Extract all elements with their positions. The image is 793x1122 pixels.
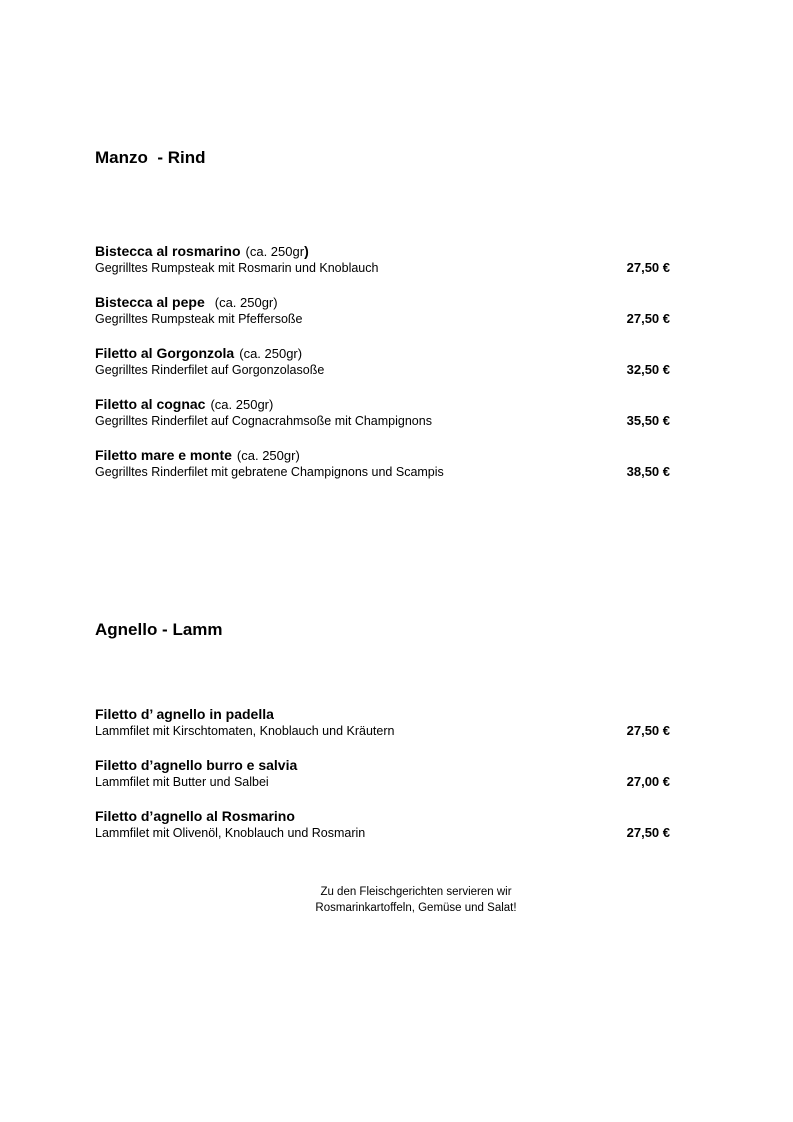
item-title-row [95, 706, 670, 723]
item-detail-row [95, 413, 670, 429]
item-price: 32,50 € [626, 362, 670, 377]
item-price: 27,50 € [626, 311, 670, 326]
item-description: Gegrilltes Rinderfilet auf Gorgonzolasoße [95, 363, 325, 377]
item-name: Filetto d’agnello al Rosmarino [95, 808, 295, 824]
item-description: Lammfilet mit Kirschtomaten, Knoblauch und Kräutern [95, 724, 395, 738]
section-heading: Manzo - Rind [95, 148, 206, 167]
item-price: 35,50 € [626, 413, 670, 428]
item-title-row [95, 396, 670, 413]
item-title-row [95, 447, 670, 464]
menu-item [95, 447, 670, 480]
item-detail-row [95, 774, 670, 790]
item-name: Filetto d’ agnello in padella [95, 706, 274, 722]
item-description: Lammfilet mit Olivenöl, Knoblauch und Rosmarin [95, 826, 366, 840]
item-detail-row [95, 260, 670, 276]
item-size-suffix: ) [304, 243, 309, 259]
item-title-row [95, 243, 670, 260]
item-price: 27,50 € [626, 825, 670, 840]
item-detail-row [95, 311, 670, 327]
item-price: 27,00 € [626, 774, 670, 789]
section-items [95, 706, 670, 841]
footer-note [160, 884, 672, 916]
section-items [95, 243, 670, 480]
section-manzo [95, 147, 670, 498]
menu-item [95, 396, 670, 429]
item-price: 27,50 € [626, 723, 670, 738]
item-name: Filetto al cognac [95, 396, 206, 412]
item-description: Gegrilltes Rumpsteak mit Pfeffersoße [95, 312, 303, 326]
item-size: (ca. 250gr) [239, 346, 303, 361]
item-size: (ca. 250gr) [236, 448, 300, 463]
item-size: (ca. 250gr) [210, 397, 274, 412]
menu-item [95, 243, 670, 276]
menu-item [95, 345, 670, 378]
menu-item [95, 294, 670, 327]
section-heading: Agnello - Lamm [95, 620, 223, 639]
item-title-row [95, 808, 670, 825]
item-description: Gegrilltes Rinderfilet mit gebratene Champignons und Scampis [95, 465, 444, 479]
item-name: Filetto d’agnello burro e salvia [95, 757, 298, 773]
menu-item [95, 757, 670, 790]
item-name: Filetto al Gorgonzola [95, 345, 235, 361]
item-title-row [95, 345, 670, 362]
footer-line: Rosmarinkartoffeln, Gemüse und Salat! [315, 902, 517, 914]
item-name: Bistecca al pepe [95, 294, 205, 310]
item-size: (ca. 250gr) [214, 295, 278, 310]
item-title-row [95, 294, 670, 311]
item-price: 38,50 € [626, 464, 670, 479]
footer-line: Zu den Fleischgerichten servieren wir [320, 886, 512, 898]
item-title-row [95, 757, 670, 774]
item-name: Filetto mare e monte [95, 447, 232, 463]
section-agnello [95, 619, 670, 859]
item-description: Gegrilltes Rinderfilet auf Cognacrahmsoße mit Champignons [95, 414, 432, 428]
item-detail-row [95, 362, 670, 378]
item-detail-row [95, 723, 670, 739]
item-description: Gegrilltes Rumpsteak mit Rosmarin und Knoblauch [95, 261, 379, 275]
menu-item [95, 706, 670, 739]
item-size: (ca. 250gr [245, 244, 305, 259]
item-detail-row [95, 825, 670, 841]
item-detail-row [95, 464, 670, 480]
menu-item [95, 808, 670, 841]
item-price: 27,50 € [626, 260, 670, 275]
item-name: Bistecca al rosmarino [95, 243, 241, 259]
item-description: Lammfilet mit Butter und Salbei [95, 775, 269, 789]
